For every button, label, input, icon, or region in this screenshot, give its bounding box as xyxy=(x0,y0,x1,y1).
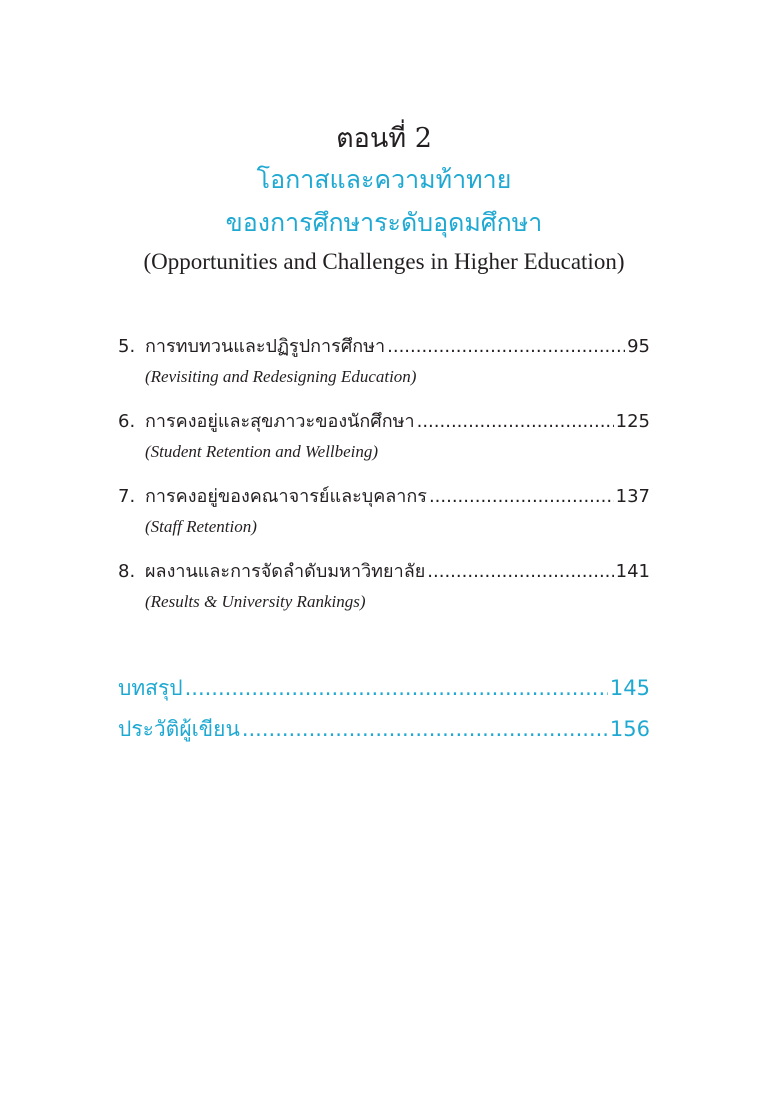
page-number: 141 xyxy=(615,561,650,582)
chapter-english-title: (Student Retention and Wellbeing) xyxy=(145,442,379,461)
chapter-title: ผลงานและการจัดลำดับมหาวิทยาลัย xyxy=(145,561,426,582)
dot-leader xyxy=(427,559,613,585)
toc-entry-chapter-5[interactable] xyxy=(118,334,650,387)
chapter-number: 5. xyxy=(118,336,136,357)
chapter-title: การทบทวนและปฏิรูปการศึกษา xyxy=(145,336,386,357)
page-number: 156 xyxy=(609,717,650,741)
page-number: 145 xyxy=(609,676,650,700)
chapter-title: การคงอยู่และสุขภาวะของนักศึกษา xyxy=(145,411,415,432)
part-subtitle: (Opportunities and Challenges in Higher Education) xyxy=(143,249,625,274)
page-number: 125 xyxy=(615,411,650,432)
dot-leader xyxy=(417,409,614,435)
chapter-number: 7. xyxy=(118,486,136,507)
page-number: 95 xyxy=(627,336,650,357)
chapter-english-title: (Staff Retention) xyxy=(145,517,257,536)
dot-leader xyxy=(242,714,608,744)
chapter-english-title: (Revisiting and Redesigning Education) xyxy=(145,367,417,386)
chapter-number: 8. xyxy=(118,561,136,582)
part-title-line-1: โอกาสและความท้าทาย xyxy=(256,165,512,194)
section-title: บทสรุป xyxy=(118,676,183,700)
toc-entry-author-biography[interactable] xyxy=(118,714,650,744)
page-number: 137 xyxy=(615,486,650,507)
toc-line xyxy=(118,409,650,435)
toc-line xyxy=(118,673,650,703)
toc-line xyxy=(118,559,650,585)
toc-line xyxy=(118,334,650,360)
dot-leader xyxy=(387,334,625,360)
part-label: ตอนที่ 2 xyxy=(336,123,432,154)
toc-entry-conclusion[interactable] xyxy=(118,673,650,703)
toc-line xyxy=(118,714,650,744)
part-title-line-2: ของการศึกษาระดับอุดมศึกษา xyxy=(225,208,543,237)
dot-leader xyxy=(185,673,608,703)
section-title: ประวัติผู้เขียน xyxy=(118,717,240,741)
toc-entry-chapter-8[interactable] xyxy=(118,559,650,612)
toc-entry-chapter-7[interactable] xyxy=(118,484,650,537)
chapter-english-title: (Results & University Rankings) xyxy=(145,592,366,611)
toc-entry-chapter-6[interactable] xyxy=(118,409,650,462)
toc-line xyxy=(118,484,650,510)
chapter-title: การคงอยู่ของคณาจารย์และบุคลากร xyxy=(145,486,427,507)
chapter-number: 6. xyxy=(118,411,136,432)
dot-leader xyxy=(429,484,614,510)
